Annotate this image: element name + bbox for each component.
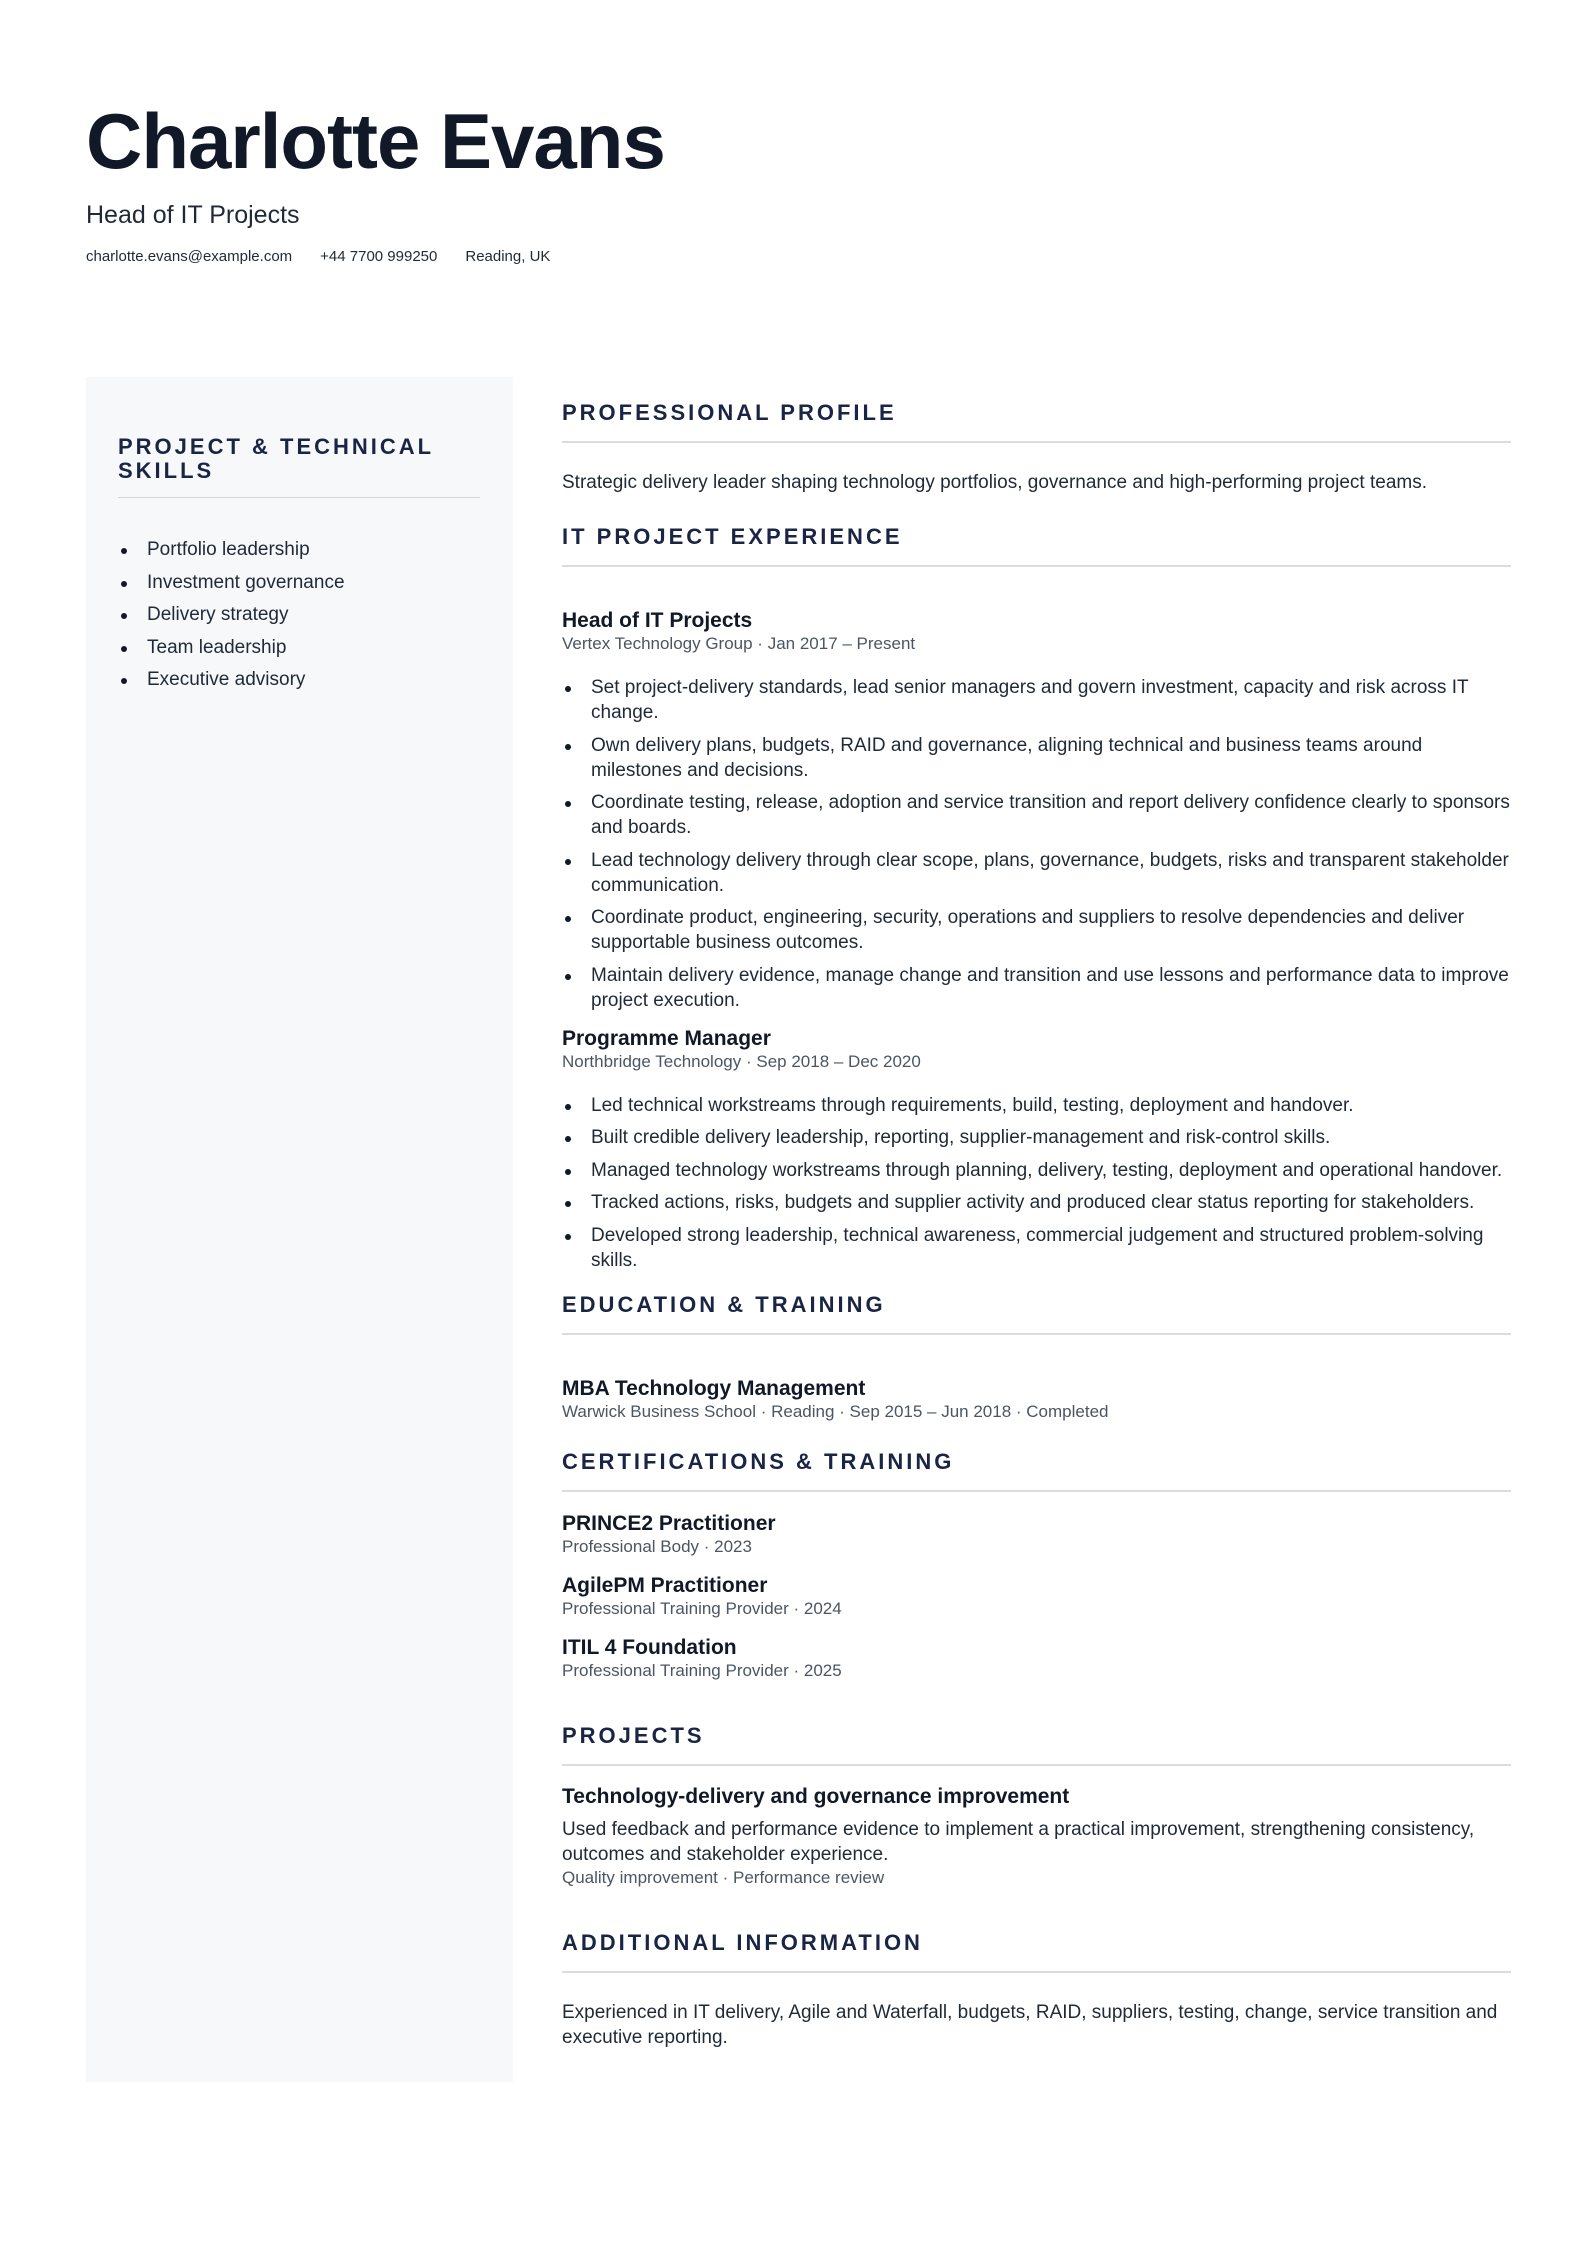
- skill-item: Team leadership: [118, 632, 480, 665]
- job-entry: [562, 609, 1511, 1013]
- job-meta: Northbridge Technology · Sep 2018 – Dec 2020: [562, 1051, 921, 1071]
- certification-title: PRINCE2 Practitioner: [562, 1511, 776, 1535]
- projects-section: [562, 1723, 1511, 1889]
- education-title: MBA Technology Management: [562, 1376, 866, 1400]
- job-bullet: Lead technology delivery through clear scope, plans, governance, budgets, risks and transparent stakeholder communication.: [562, 848, 1511, 898]
- main-column: [562, 400, 1511, 2050]
- skill-item: Delivery strategy: [118, 599, 480, 632]
- job-entry: [562, 1027, 1511, 1273]
- contact-location: Reading, UK: [465, 248, 551, 265]
- education-heading: EDUCATION & TRAINING: [562, 1291, 886, 1317]
- job-bullet: Led technical workstreams through requirements, build, testing, deployment and handover.: [562, 1093, 1511, 1118]
- project-tags: Quality improvement · Performance review: [562, 1867, 885, 1887]
- contact-line: [86, 248, 665, 265]
- job-bullet: Coordinate testing, release, adoption and service transition and report delivery confidence clearly to sponsors and boards.: [562, 790, 1511, 840]
- additional-section: [562, 1930, 1511, 2050]
- job-meta: Vertex Technology Group · Jan 2017 – Present: [562, 634, 916, 653]
- education-entry: [562, 1377, 1511, 1423]
- job-bullet: Coordinate product, engineering, security, operations and suppliers to resolve dependencies and deliver supportable business outcomes.: [562, 905, 1511, 955]
- section-divider: [562, 1971, 1511, 1973]
- certification-meta: Professional Body · 2023: [562, 1536, 752, 1556]
- project-title: Technology-delivery and governance improvement: [562, 1784, 1070, 1808]
- certifications-section: [562, 1449, 1511, 1682]
- certification-meta: Professional Training Provider · 2025: [562, 1660, 842, 1680]
- skills-section: [118, 435, 480, 697]
- section-divider: [562, 565, 1511, 567]
- job-title: Programme Manager: [562, 1026, 771, 1050]
- profile-heading: PROFESSIONAL PROFILE: [562, 400, 897, 425]
- skill-item: Investment governance: [118, 567, 480, 600]
- skills-list: [118, 534, 480, 697]
- job-bullets: [562, 1093, 1511, 1273]
- contact-phone: +44 7700 999250: [320, 248, 438, 265]
- profile-text: Strategic delivery leader shaping technology portfolios, governance and high-performing project teams.: [562, 472, 1427, 493]
- experience-heading: IT PROJECT EXPERIENCE: [562, 524, 903, 549]
- certification-meta: Professional Training Provider · 2024: [562, 1598, 842, 1618]
- job-bullet: Set project-delivery standards, lead senior managers and govern investment, capacity and risk across IT change.: [562, 675, 1511, 725]
- resume-header: [86, 96, 665, 265]
- additional-text: Experienced in IT delivery, Agile and Waterfall, budgets, RAID, suppliers, testing, change, service transition and executive reporting.: [562, 2001, 1498, 2048]
- education-section: [562, 1292, 1511, 1423]
- profile-section: [562, 400, 1511, 495]
- certification-entry: [562, 1574, 1511, 1620]
- certification-entry: [562, 1636, 1511, 1682]
- project-entry: [562, 1785, 1511, 1889]
- skills-divider: [118, 497, 480, 498]
- project-description: Used feedback and performance evidence to implement a practical improvement, strengthening consistency, outcomes and stakeholder experience.: [562, 1818, 1475, 1865]
- section-divider: [562, 1490, 1511, 1492]
- skill-item: Portfolio leadership: [118, 534, 480, 567]
- section-divider: [562, 1333, 1511, 1335]
- job-bullet: Developed strong leadership, technical awareness, commercial judgement and structured problem-solving skills.: [562, 1223, 1511, 1273]
- job-title: Head of IT Projects: [562, 609, 753, 632]
- section-divider: [562, 1764, 1511, 1766]
- certifications-heading: CERTIFICATIONS & TRAINING: [562, 1448, 955, 1474]
- additional-heading: ADDITIONAL INFORMATION: [562, 1929, 923, 1955]
- job-bullet: Maintain delivery evidence, manage change and transition and use lessons and performance data to improve project execution.: [562, 963, 1511, 1013]
- certification-entry: [562, 1512, 1511, 1558]
- candidate-name: Charlotte Evans: [86, 97, 665, 185]
- job-bullet: Tracked actions, risks, budgets and supplier activity and produced clear status reporting for stakeholders.: [562, 1190, 1511, 1215]
- experience-section: [562, 524, 1511, 1273]
- candidate-role: Head of IT Projects: [86, 201, 300, 229]
- section-divider: [562, 441, 1511, 443]
- sidebar: [86, 377, 513, 2082]
- job-bullet: Managed technology workstreams through planning, delivery, testing, deployment and operational handover.: [562, 1158, 1511, 1183]
- contact-email: charlotte.evans@example.com: [86, 248, 293, 265]
- education-meta: Warwick Business School · Reading · Sep 2015 – Jun 2018 · Completed: [562, 1401, 1109, 1421]
- job-bullet: Built credible delivery leadership, reporting, supplier-management and risk-control skills.: [562, 1125, 1511, 1150]
- projects-heading: PROJECTS: [562, 1722, 705, 1748]
- job-bullets: [562, 675, 1511, 1013]
- certification-title: AgilePM Practitioner: [562, 1573, 768, 1597]
- skill-item: Executive advisory: [118, 664, 480, 697]
- skills-heading: PROJECT & TECHNICAL SKILLS: [118, 434, 434, 483]
- job-bullet: Own delivery plans, budgets, RAID and governance, aligning technical and business teams around milestones and decisions.: [562, 733, 1511, 783]
- certification-title: ITIL 4 Foundation: [562, 1635, 737, 1659]
